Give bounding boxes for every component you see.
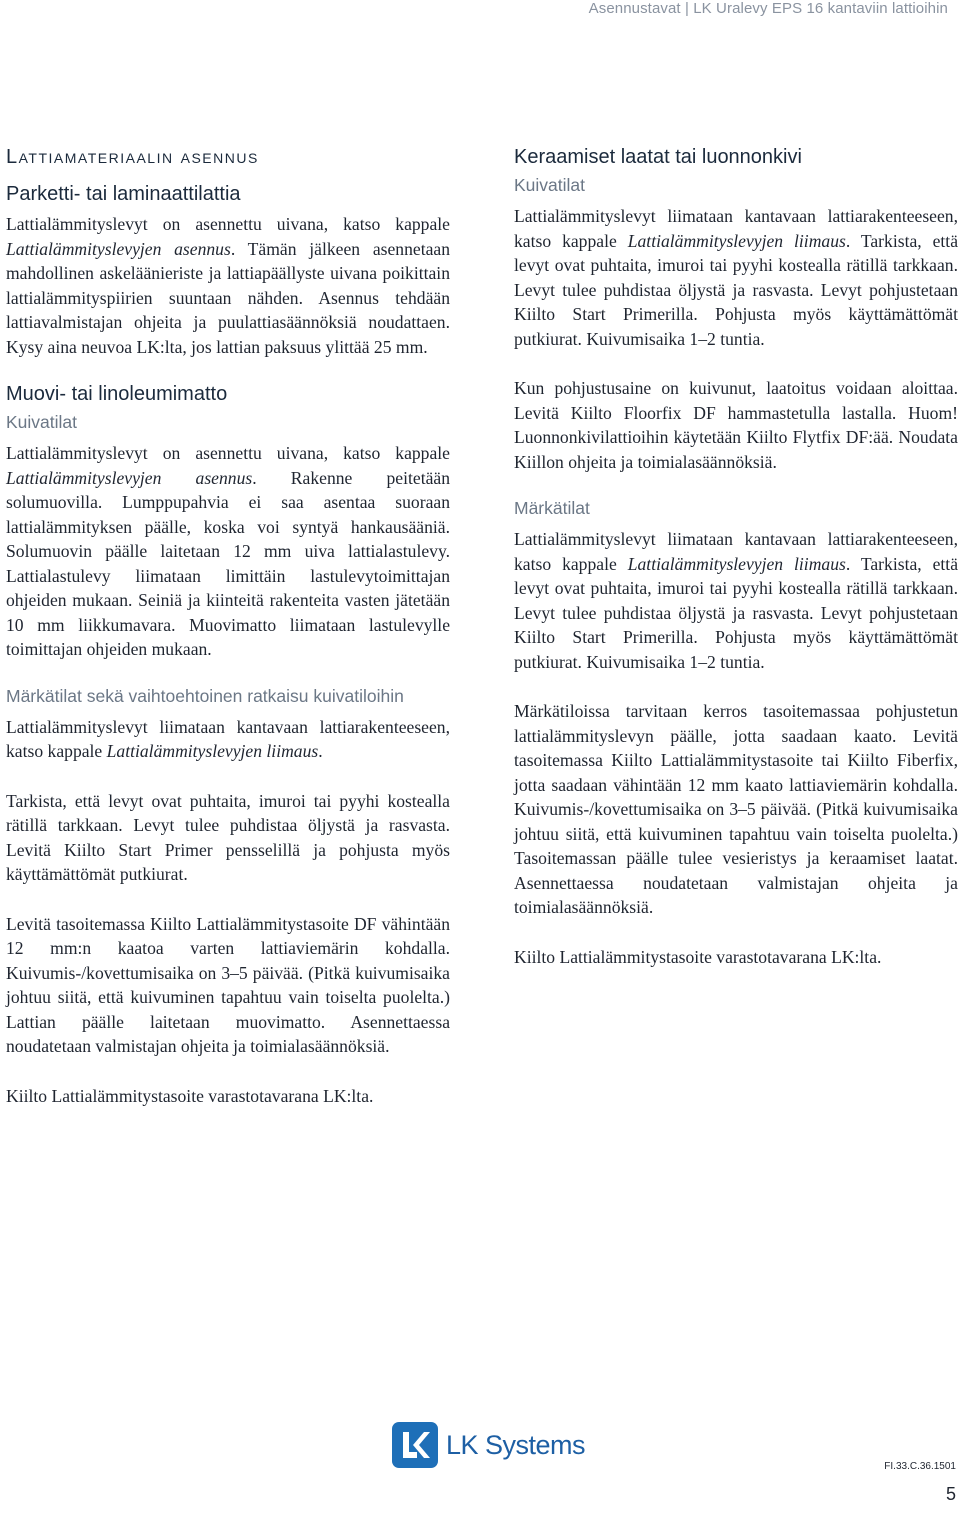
markatilat-paragraph-3: Levitä tasoitemassa Kiilto Lattialämmitystasoite DF vähintään 12 mm:n kaatoa varten lattiaviemärin kohdalla. Kuivumis-/kovettumisaika on 3–5 päivää. (Pitkä kuivumisaika johtuu siitä, että kuivuminen tapahtuu vain toiselta puolelta.) Lattian päälle laitetaan muovimatto. Asennettaessa noudatetaan valmistajan ohjeita ja toimialasäännöksiä.: [6, 913, 450, 1056]
main-heading: Lattiamateriaalin asennus: [6, 146, 259, 168]
keraamiset-subheading-kuivatilat: Kuivatilat: [514, 175, 586, 195]
page-number: 5: [945, 1484, 956, 1504]
keraamiset-kuiva-reference: Lattialämmityslevyjen liimaus: [627, 230, 846, 251]
document-code: FI.33.C.36.1501: [884, 1461, 956, 1472]
keraamiset-kuiva-paragraph-2: Kun pohjustusaine on kuivunut, laatoitus voidaan aloittaa. Levitä Kiilto Floorfix DF hammastetulla lastalla. Huom! Luonnonkivilattioihin käytetään Kiilto Flytfix DF:ää. Noudata Kiillon ohjeita ja toimialasäännöksiä.: [514, 378, 958, 472]
markatilat-paragraph-2: Tarkista, että levyt ovat puhtaita, imuroi tai pyyhi kostealla rätillä tarkkaan. Levyt tulee puhdistaa öljystä ja rasvasta. Levitä Kiilto Start Primer pensselillä ja pohjusta myös käyttämättömät putkiurat.: [6, 790, 450, 884]
keraamiset-kuiva-paragraph-1: Lattialämmityslevyt liimataan kantavaan lattiarakenteeseen, katso kappale Lattialämmityslevyjen liimaus. Tarkista, että levyt ovat puhtaita, imuroi tai pyyhi kostealla rätillä tarkkaan. Levyt tulee puhdistaa öljystä ja rasvasta. Levyt pohjustetaan Kiilto Start Primerilla. Pohjusta myös käyttämättömät putkiurat. Kuivumisaika 1–2 tuntia.: [514, 206, 958, 349]
muovi-heading: Muovi- tai linoleumimatto: [6, 383, 228, 405]
markatilat-subheading: Märkätilat sekä vaihtoehtoinen ratkaisu kuivatiloihin: [6, 685, 404, 706]
parketti-heading: Parketti- tai laminaattilattia: [6, 183, 241, 205]
markatilat-paragraph-1: Lattialämmityslevyt liimataan kantavaan lattiarakenteeseen, katso kappale Lattialämmityslevyjen liimaus.: [6, 716, 450, 761]
left-column: [6, 146, 450, 1108]
keraamiset-marka-paragraph-1: Lattialämmityslevyt liimataan kantavaan lattiarakenteeseen, katso kappale Lattialämmityslevyjen liimaus. Tarkista, että levyt ovat puhtaita, imuroi tai pyyhi kostealla rätillä tarkkaan. Levyt tulee puhdistaa öljystä ja rasvasta. Levyt pohjustetaan Kiilto Start Primerilla. Pohjusta myös käyttämättömät putkiurat. Kuivumisaika 1–2 tuntia.: [514, 529, 958, 672]
keraamiset-heading: Keraamiset laatat tai luonnonkivi: [514, 146, 802, 168]
logo-text: LK Systems: [446, 1429, 586, 1460]
markatilat-reference: Lattialämmityslevyjen liimaus: [106, 741, 319, 761]
keraamiset-marka-paragraph-3: Kiilto Lattialämmitystasoite varastotavarana LK:lta.: [514, 946, 882, 967]
muovi-paragraph: Lattialämmityslevyt on asennettu uivana, katso kappale Lattialämmityslevyjen asennus. Rakenne peitetään solumuovilla. Lumppupahvia ei saa asentaa suoraan lattialämmityksen päälle, koska voi syntyä hankausääniä. Solumuovin päälle laitetaan 12 mm uiva lattialastulevy. Lattialastulevy liimataan limittäin lastulevytoimittajan ohjeiden mukaan. Seiniä ja kiinteitä rakenteita vasten jätetään 10 mm liikkumavara. Muovimatto liimataan lastulevylle toimittajan ohjeiden mukaan.: [6, 443, 450, 659]
lk-systems-logo: [392, 1422, 585, 1468]
muovi-subheading-kuivatilat: Kuivatilat: [6, 412, 78, 432]
right-column: [514, 146, 958, 969]
running-header: Asennustavat | LK Uralevy EPS 16 kantaviin lattioihin: [588, 0, 948, 17]
muovi-reference: Lattialämmityslevyjen asennus: [6, 467, 253, 488]
keraamiset-subheading-markatilat: Märkätilat: [514, 498, 590, 518]
parketti-reference: Lattialämmityslevyjen asennus: [6, 238, 231, 259]
parketti-paragraph: Lattialämmityslevyt on asennettu uivana, katso kappale Lattialämmityslevyjen asennus. Tämän jälkeen asennetaan mahdollinen askeläänieriste ja lattiapäällyste uivana poikittain lattialämmityspiirien suuntaan nähden. Asennus tehdään lattiavalmistajan ohjeita ja puulattiasäännöksiä noudattaen. Kysy aina neuvoa LK:lta, jos lattian paksuus ylittää 25 mm.: [6, 214, 450, 357]
keraamiset-marka-paragraph-2: Märkätiloissa tarvitaan kerros tasoitemassaa pohjustetun lattialämmityslevyn päälle, jotta saadaan kaato. Levitä tasoitemassa Kiilto Lattialämmitystasoite tai Kiilto Fiberfix, jotta saadaan vähintään 12 mm kaato lattiaviemärin kohdalla. Kuivumis-/kovettumisaika on 3–5 päivää. (Pitkä kuivumisaika johtuu siitä, että kuivuminen tapahtuu vain toiselta puolelta.) Tasoitemassan päälle tulee vesieristys ja keraamiset laatat. Asennettaessa noudatetaan valmistajan ohjeita ja toimialasäännöksiä.: [514, 701, 958, 917]
lk-logo-icon: [392, 1422, 438, 1468]
keraamiset-marka-reference: Lattialämmityslevyjen liimaus: [627, 553, 846, 574]
markatilat-paragraph-4: Kiilto Lattialämmitystasoite varastotavarana LK:lta.: [6, 1085, 374, 1106]
